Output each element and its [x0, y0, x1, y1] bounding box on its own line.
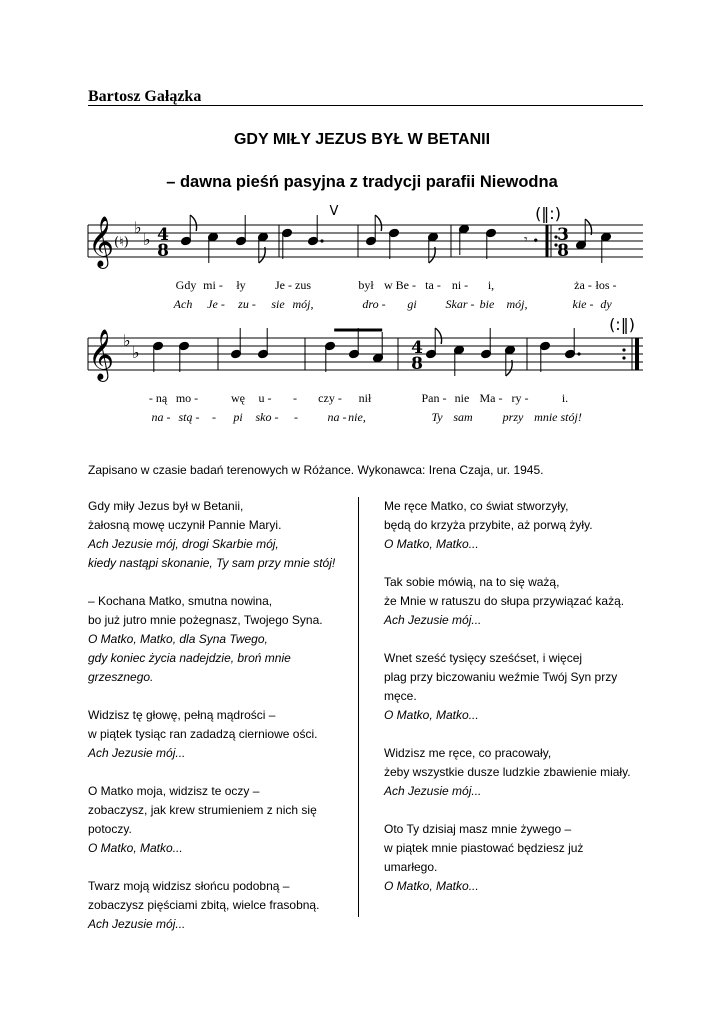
stanza-line: w piątek tysiąc ran zadadzą cierniowe ości. — [88, 727, 318, 741]
stanza-line: Me ręce Matko, co świat stworzyły, — [384, 499, 569, 513]
lyric-syllable: zu - — [238, 297, 256, 311]
stanza-line: Ach Jezusie mój... — [88, 917, 186, 931]
note-flag — [435, 328, 441, 344]
stanza — [384, 744, 644, 801]
lyric-syllable: Pan - — [421, 391, 447, 405]
time-signature-denominator: 8 — [557, 241, 569, 261]
stanza-line: że Mnie w ratuszu do słupa przywiązać każą. — [384, 594, 625, 608]
time-signature-denominator: 8 — [411, 354, 423, 374]
time-signature-numerator: 3 — [557, 225, 569, 245]
source-note: Zapisano w czasie badań terenowych w Różance. Wykonawca: Irena Czaja, ur. 1945. — [88, 463, 544, 477]
lyric-syllable: czy - — [318, 391, 342, 405]
stanza-line: gdy koniec życia nadejdzie, broń mnie — [88, 651, 291, 665]
lyric-syllable: - ną — [148, 391, 168, 405]
stanza-line: Ach Jezusie mój... — [88, 746, 186, 760]
lyric-syllable: sko - — [255, 410, 279, 424]
stanza-line: plag przy biczowaniu weźmie Twój Syn przy — [384, 670, 618, 684]
stanza — [384, 497, 644, 554]
note-dot — [577, 352, 580, 355]
lyrics-row-2 — [149, 391, 582, 424]
stanza-line: Widzisz tę głowę, pełną mądrości – — [88, 708, 276, 722]
lyric-syllable: ża - — [574, 278, 592, 292]
flat-sign: ♭ — [132, 343, 140, 362]
stanza-line: grzesznego. — [88, 670, 154, 684]
lyric-syllable: ły — [236, 278, 246, 292]
stanza-line: O Matko, Matko... — [384, 708, 479, 722]
note-dot — [320, 239, 323, 242]
flat-sign: ♭ — [123, 331, 131, 350]
stanza-line: w piątek mnie piastować będziesz już — [384, 841, 584, 855]
song-title: GDY MIŁY JEZUS BYŁ W BETANII — [233, 131, 491, 148]
stanza-line: bo już jutro mnie pożegnasz, Twojego Syna. — [88, 613, 323, 627]
treble-clef: 𝄞 — [88, 329, 115, 380]
lyric-syllable: ta - — [425, 278, 441, 292]
stanza-line: żeby wszystkie dusze ludzkie zbawienie miały. — [384, 765, 631, 779]
stanza — [88, 497, 353, 573]
lyric-syllable: mój, — [506, 297, 528, 311]
staff-row-1 — [88, 204, 643, 269]
lyric-syllable: gi — [407, 297, 417, 311]
stanzas-left-column — [88, 497, 353, 953]
column-divider — [358, 497, 359, 917]
header-rule — [88, 105, 643, 106]
stanza-line: będą do krzyża przybite, aż porwą żyły. — [384, 518, 593, 532]
note-flag — [190, 215, 196, 231]
lyric-syllable: był — [358, 278, 374, 292]
lyric-syllable: Gdy — [175, 278, 197, 292]
time-signature-numerator: 4 — [157, 225, 169, 245]
lyric-syllable: mo - — [175, 391, 199, 405]
stanza-line: Ach Jezusie mój... — [384, 784, 482, 798]
lyric-syllable: Skar - — [445, 297, 475, 311]
lyric-syllable: u - — [258, 391, 272, 405]
lyric-syllable: Ach — [173, 297, 193, 311]
stanza-line: Ach Jezusie mój... — [384, 613, 482, 627]
lyric-syllable: ni - — [451, 278, 469, 292]
lyric-syllable: wę — [231, 391, 245, 405]
author-name: Bartosz Gałązka — [88, 88, 202, 105]
stanza-line: Gdy miły Jezus był w Betanii, — [88, 499, 244, 513]
stanza — [88, 877, 353, 934]
stanza — [88, 706, 353, 763]
lyric-syllable: ry - — [511, 391, 529, 405]
repeat-dot — [622, 356, 625, 359]
stanza — [384, 649, 644, 725]
stanza-line: żałosną mowę uczynił Pannie Maryi. — [88, 518, 282, 532]
stanza-line: kiedy nastąpi skonanie, Ty sam przy mnie stój! — [88, 556, 336, 570]
lyric-syllable: dy — [600, 297, 612, 311]
stanza — [384, 820, 644, 896]
stanza — [88, 592, 353, 687]
flat-sign: ♭ — [134, 218, 142, 237]
stanza-line: Wnet sześć tysięcy sześćset, i więcej — [384, 651, 583, 665]
lyric-syllable: stą - — [178, 410, 200, 424]
flat-sign: ♭ — [143, 230, 151, 249]
stanza-line: potoczy. — [88, 822, 132, 836]
lyric-syllable: i, — [487, 278, 495, 292]
stanza-line: umarłego. — [384, 860, 438, 874]
breath-mark: V — [329, 204, 339, 219]
stanza-line: męce. — [384, 689, 417, 703]
lyric-syllable: nie — [454, 391, 470, 405]
lyric-syllable: Ma - — [479, 391, 503, 405]
repeat-dot — [622, 348, 625, 351]
time-signature-denominator: 8 — [157, 241, 169, 261]
stanza-line: Twarz moją widzisz słońcu podobną – — [88, 879, 290, 893]
lyric-syllable: nie, — [348, 410, 366, 424]
stanza-line: O Matko, Matko... — [384, 537, 479, 551]
lyric-syllable: łos - — [595, 278, 617, 292]
treble-clef: 𝄞 — [88, 216, 115, 267]
lyric-syllable: kie - — [572, 297, 594, 311]
stanza-line: zobaczysz pięściami zbitą, wielce frasobną. — [88, 898, 320, 912]
lyric-syllable: - — [293, 391, 297, 405]
lyric-syllable: - — [212, 410, 216, 424]
repeat-sign-bracket: (‖:) — [535, 204, 561, 223]
music-score — [0, 200, 724, 440]
stanza-line: Oto Ty dzisiaj masz mnie żywego – — [384, 822, 572, 836]
lyric-syllable: dro - — [362, 297, 386, 311]
lyric-syllable: Je - zus — [275, 278, 311, 292]
lyric-syllable: mój, — [292, 297, 314, 311]
stanza-line: O Matko moja, widzisz te oczy – — [88, 784, 260, 798]
eighth-rest: 𝄾 — [524, 232, 528, 248]
lyric-syllable: - — [294, 410, 298, 424]
lyric-syllable: na - — [151, 410, 171, 424]
lyric-syllable: w Be - — [384, 278, 416, 292]
lyric-syllable: na - — [327, 410, 347, 424]
lyric-syllable: Je - — [207, 297, 225, 311]
stanzas-right-column — [384, 497, 644, 915]
repeat-sign-bracket: (:‖) — [609, 315, 635, 334]
stanza-line: O Matko, Matko... — [88, 841, 183, 855]
lyric-syllable: Ty — [431, 410, 443, 424]
lyric-syllable: sam — [453, 410, 473, 424]
lyric-syllable: sie — [271, 297, 285, 311]
staff-row-2 — [88, 315, 643, 382]
lyrics-row-1 — [173, 278, 617, 311]
lyric-syllable: i. — [561, 391, 569, 405]
natural-sign: (♮) — [114, 235, 129, 250]
song-subtitle: – dawna pieśń pasyjna z tradycji parafii Niewodna — [166, 173, 558, 191]
stanza-line: Widzisz me ręce, co pracowały, — [384, 746, 552, 760]
lyric-syllable: przy — [502, 410, 524, 424]
lyric-syllable: mnie stój! — [534, 410, 582, 424]
stanza-line: Tak sobie mówią, na to się ważą, — [384, 575, 560, 589]
stanza — [88, 782, 353, 858]
lyric-syllable: nił — [358, 391, 372, 405]
stanza — [384, 573, 644, 630]
stanza-line: O Matko, Matko, dla Syna Twego, — [88, 632, 268, 646]
stanza-line: zobaczysz, jak krew strumieniem z nich się — [88, 803, 317, 817]
lyric-syllable: pi — [233, 410, 243, 424]
stanza-line: O Matko, Matko... — [384, 879, 479, 893]
stanza-line: Ach Jezusie mój, drogi Skarbie mój, — [88, 537, 279, 551]
stanza-line: – Kochana Matko, smutna nowina, — [88, 594, 273, 608]
note-flag — [375, 215, 381, 231]
time-signature-numerator: 4 — [411, 338, 423, 358]
eighth-rest: ∙ — [532, 233, 540, 247]
lyric-syllable: mi - — [203, 278, 223, 292]
lyric-syllable: bie — [479, 297, 495, 311]
